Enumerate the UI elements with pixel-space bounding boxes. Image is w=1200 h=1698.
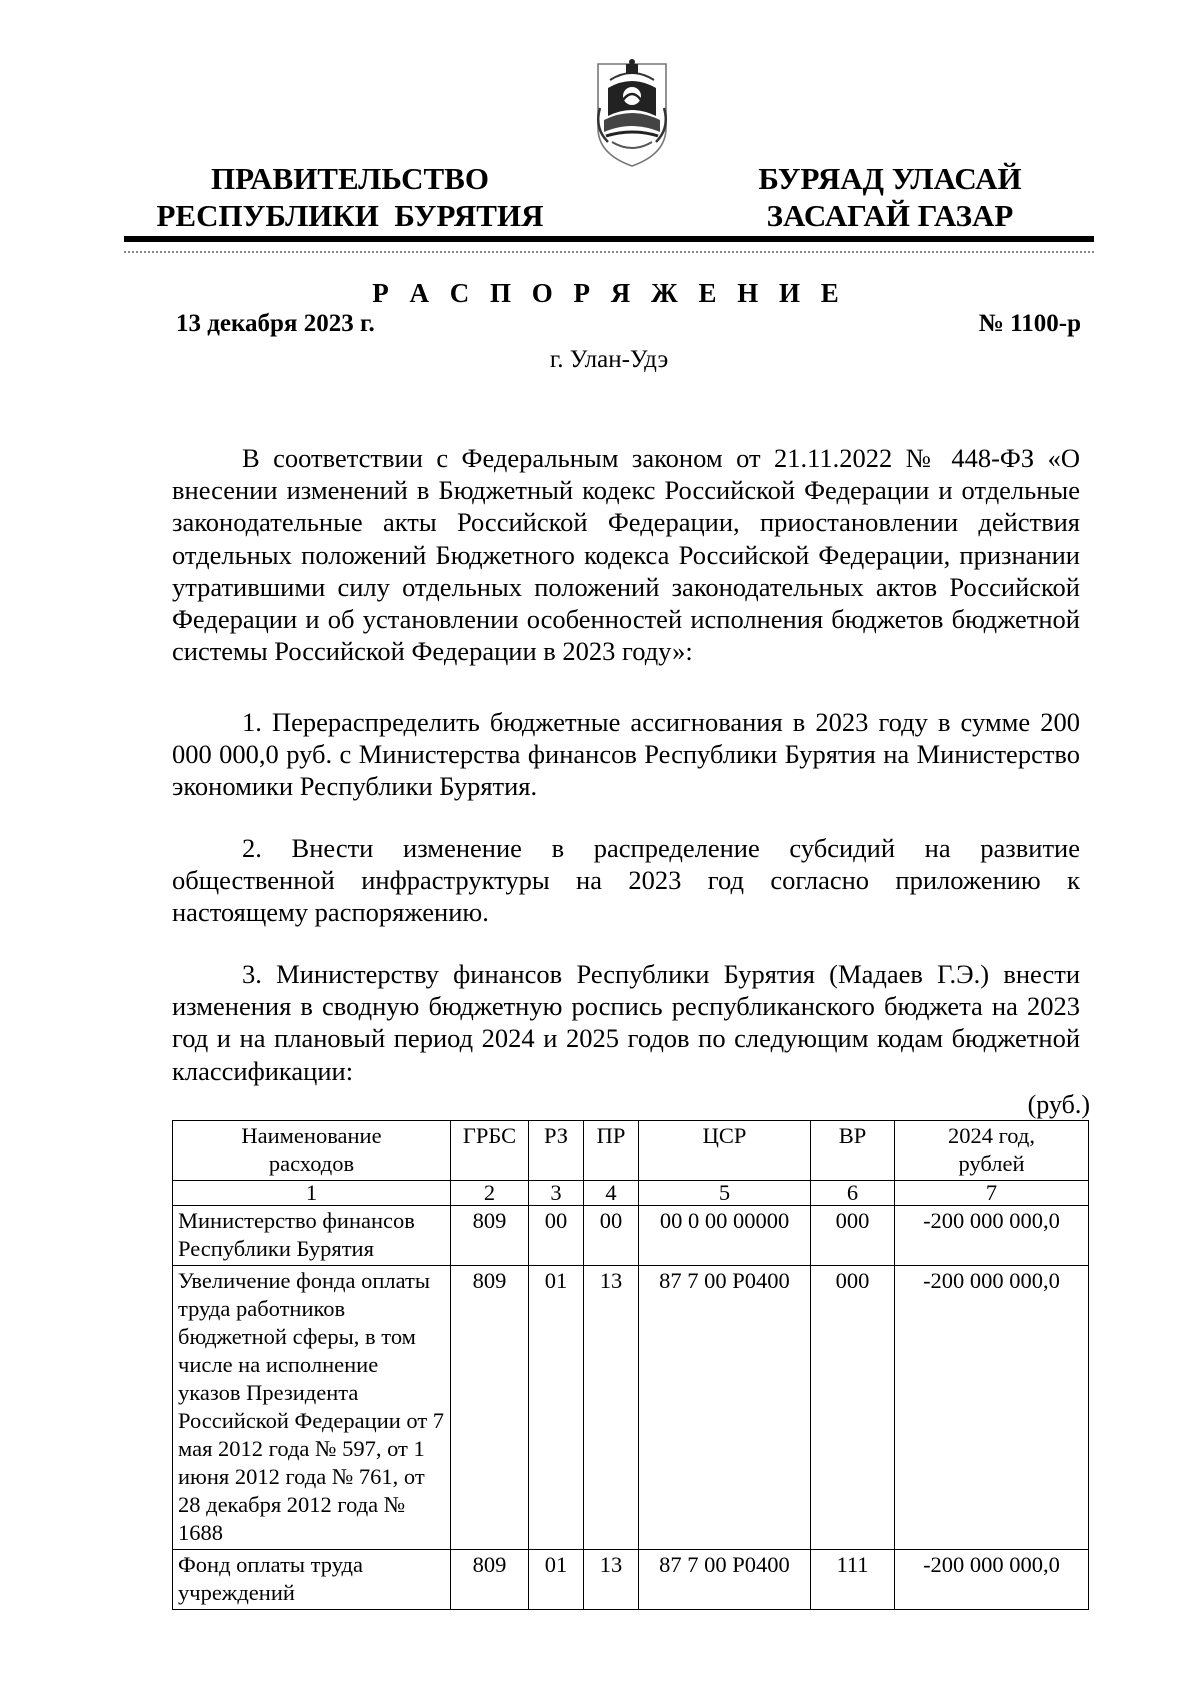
cell-amount: -200 000 000,0 <box>895 1550 1089 1610</box>
table-header-row <box>173 1121 1089 1181</box>
column-number: 1 <box>173 1181 451 1206</box>
cell-vr: 000 <box>811 1206 895 1266</box>
column-number: 4 <box>584 1181 639 1206</box>
table-row <box>173 1266 1089 1550</box>
document-type: Р А С П О Р Я Ж Е Н И Е <box>372 278 846 308</box>
cell-rz: 01 <box>529 1550 584 1610</box>
column-number: 3 <box>529 1181 584 1206</box>
column-number: 7 <box>895 1181 1089 1206</box>
table-row <box>173 1206 1089 1266</box>
cell-grbs: 809 <box>451 1550 529 1610</box>
cell-name: Увеличение фонда оплаты труда работников бюджетной сферы, в том числе на исполнение указов Президента Российской Федерации от 7 мая 2012 года № 597, от 1 июня 2012 года № 761, от 28 декабря 2012 года № 1688 <box>173 1266 451 1550</box>
cell-amount: -200 000 000,0 <box>895 1266 1089 1550</box>
item-3-paragraph: 3. Министерству финансов Республики Бурятия (Мадаев Г.Э.) внести изменения в сводную бюджетную роспись республиканского бюджета на 2023 год и на плановый период 2024 и 2025 годов по следующим кодам бюджетной классификации: <box>172 959 1080 1086</box>
table-column-numbers-row <box>173 1181 1089 1206</box>
cell-name: Фонд оплаты труда учреждений <box>173 1550 451 1610</box>
header-left-line1: ПРАВИТЕЛЬСТВО <box>211 161 489 196</box>
table-row <box>173 1550 1089 1610</box>
cell-grbs: 809 <box>451 1206 529 1266</box>
cell-pr: 13 <box>584 1550 639 1610</box>
header-right-line1: БУРЯАД УЛАСАЙ <box>758 161 1022 196</box>
header-right <box>740 160 1040 234</box>
column-number: 6 <box>811 1181 895 1206</box>
document-city: г. Улан-Удэ <box>549 346 669 373</box>
header-cell-pr: ПР <box>584 1121 639 1181</box>
header-divider-thin <box>124 251 1094 253</box>
header-cell-rz: РЗ <box>529 1121 584 1181</box>
document-date: 13 декабря 2023 г. <box>176 310 375 337</box>
budget-table <box>172 1120 1089 1610</box>
column-number: 5 <box>639 1181 811 1206</box>
cell-rz: 00 <box>529 1206 584 1266</box>
cell-csr: 87 7 00 Р0400 <box>639 1266 811 1550</box>
cell-csr: 00 0 00 00000 <box>639 1206 811 1266</box>
cell-grbs: 809 <box>451 1266 529 1550</box>
header-left-line2: РЕСПУБЛИКИ БУРЯТИЯ <box>156 198 544 233</box>
document-number: № 1100-р <box>978 310 1081 337</box>
cell-pr: 00 <box>584 1206 639 1266</box>
header-cell-csr: ЦСР <box>639 1121 811 1181</box>
column-number: 2 <box>451 1181 529 1206</box>
header-divider-thick <box>124 236 1094 242</box>
cell-pr: 13 <box>584 1266 639 1550</box>
header-cell-vr: ВР <box>811 1121 895 1181</box>
header-cell-name: Наименование расходов <box>173 1121 451 1181</box>
cell-rz: 01 <box>529 1266 584 1550</box>
header-cell-grbs: ГРБС <box>451 1121 529 1181</box>
cell-vr: 111 <box>811 1550 895 1610</box>
header-left <box>150 160 550 234</box>
cell-amount: -200 000 000,0 <box>895 1206 1089 1266</box>
item-2-paragraph: 2. Внести изменение в распределение субсидий на развитие общественной инфраструктуры на 2023 год согласно приложению к настоящему распоряжению. <box>172 833 1080 928</box>
cell-name: Министерство финансов Республики Бурятия <box>173 1206 451 1266</box>
header-cell-amount: 2024 год, рублей <box>895 1121 1089 1181</box>
cell-vr: 000 <box>811 1266 895 1550</box>
header-right-line2: ЗАСАГАЙ ГАЗАР <box>766 198 1014 233</box>
cell-csr: 87 7 00 Р0400 <box>639 1550 811 1610</box>
preamble-paragraph: В соответствии с Федеральным законом от 21.11.2022 № 448-ФЗ «О внесении изменений в Бюджетный кодекс Российской Федерации и отдельные законодательные акты Российской Федерации, приостановлении действия отдельных положений Бюджетного кодекса Российской Федерации, признании утратившими силу отдельных положений законодательных актов Российской Федерации и об установлении особенностей исполнения бюджетов бюджетной системы Российской Федерации в 2023 году»: <box>172 443 1080 667</box>
coat-of-arms-icon <box>590 58 674 170</box>
item-1-paragraph: 1. Перераспределить бюджетные ассигнования в 2023 году в сумме 200 000 000,0 руб. с Министерства финансов Республики Бурятия на Министерство экономики Республики Бурятия. <box>172 707 1080 802</box>
table-unit-label: (руб.) <box>1027 1090 1090 1119</box>
